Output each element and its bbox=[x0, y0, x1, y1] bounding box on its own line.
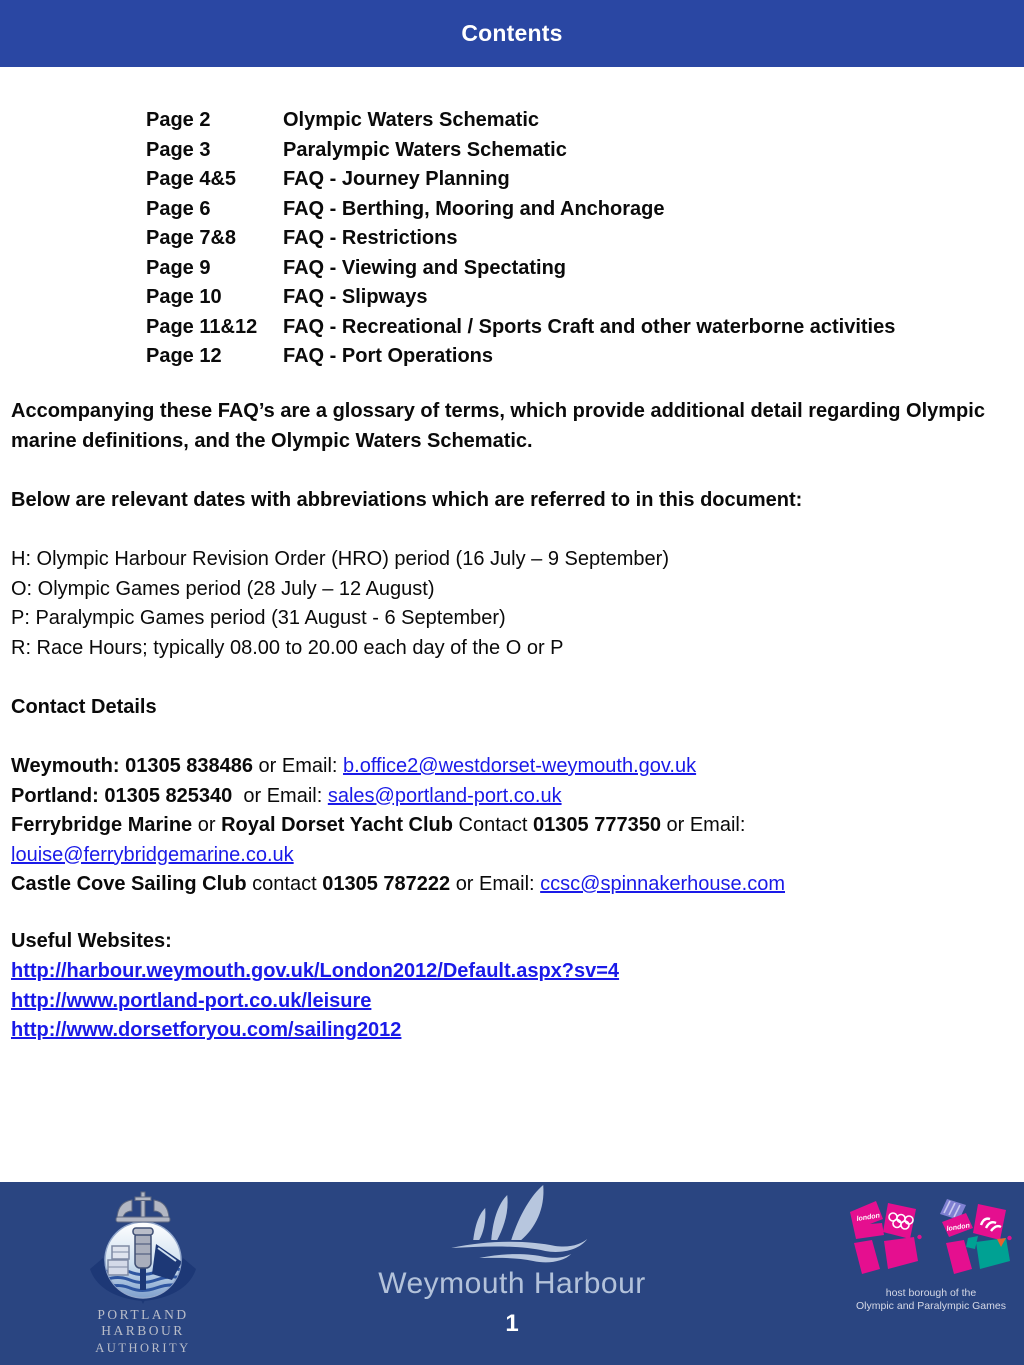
abbreviation-line: H: Olympic Harbour Revision Order (HRO) period (16 July – 9 September) bbox=[11, 548, 669, 570]
contact-text: 01305 787222 bbox=[322, 873, 456, 895]
toc-page-label: Page 2 bbox=[146, 109, 211, 132]
toc-title: FAQ - Slipways bbox=[283, 286, 428, 309]
page-title: Contents bbox=[461, 20, 563, 46]
london2012-caption bbox=[846, 1287, 1016, 1313]
contact-text: or Email: bbox=[258, 755, 344, 777]
contact-text: or Email: bbox=[455, 873, 541, 895]
london2012-caption-line2: Olympic and Paralympic Games bbox=[856, 1300, 1006, 1312]
contact-text: or Email: bbox=[237, 784, 328, 807]
useful-websites-section bbox=[11, 927, 986, 1046]
toc-title: FAQ - Port Operations bbox=[283, 345, 494, 368]
website-link-list bbox=[11, 957, 986, 1046]
pha-caption-line1: PORTLAND HARBOUR bbox=[97, 1307, 189, 1338]
abbreviation-line: O: Olympic Games period (28 July – 12 August) bbox=[11, 577, 435, 600]
dates-intro-paragraph: Below are relevant dates with abbreviations which are referred to in this document: bbox=[11, 489, 803, 511]
contact-text: Castle Cove Sailing Club bbox=[11, 873, 253, 895]
toc-row bbox=[146, 283, 895, 313]
weymouth-sails-icon bbox=[427, 1182, 597, 1266]
contact-text: Royal Dorset Yacht Club bbox=[221, 814, 459, 836]
useful-websites-heading: Useful Websites: bbox=[11, 930, 172, 952]
toc-row bbox=[146, 136, 895, 166]
toc-page-label: Page 7&8 bbox=[146, 227, 237, 250]
abbreviation-line: R: Race Hours; typically 08.00 to 20.00 each day of the O or P bbox=[11, 636, 564, 659]
page-number: 1 bbox=[505, 1310, 519, 1337]
toc-page-label: Page 11&12 bbox=[146, 315, 258, 338]
london2012-olympic-paralympic-icon bbox=[848, 1198, 1014, 1280]
toc-page-label: Page 4&5 bbox=[146, 168, 237, 191]
london-wordmark-paralympic: london bbox=[946, 1222, 971, 1233]
toc-row bbox=[146, 254, 895, 284]
toc-title: FAQ - Recreational / Sports Craft and other waterborne activities bbox=[283, 315, 896, 338]
contact-text: or Email: bbox=[666, 814, 746, 836]
website-link[interactable]: http://www.portland-port.co.uk/leisure bbox=[11, 989, 372, 1012]
weymouth-harbour-logo bbox=[378, 1182, 646, 1301]
toc-page-label: Page 12 bbox=[146, 345, 222, 368]
london2012-logos bbox=[846, 1198, 1016, 1313]
header-bar bbox=[0, 0, 1024, 67]
toc-row bbox=[146, 165, 895, 195]
toc-title: FAQ - Viewing and Spectating bbox=[283, 256, 566, 279]
toc-page-label: Page 6 bbox=[146, 197, 211, 220]
toc-title: FAQ - Journey Planning bbox=[283, 168, 510, 191]
toc-page-label: Page 3 bbox=[146, 138, 211, 161]
pha-caption-line2: AUTHORITY bbox=[95, 1341, 191, 1355]
toc-row bbox=[146, 342, 895, 372]
abbreviation-list bbox=[11, 545, 986, 663]
contact-text: Contact bbox=[458, 814, 534, 836]
contact-lines bbox=[11, 752, 986, 900]
toc-page-label: Page 9 bbox=[146, 256, 211, 279]
contact-details-heading: Contact Details bbox=[11, 696, 157, 718]
email-link-castlecove[interactable]: ccsc@spinnakerhouse.com bbox=[540, 873, 786, 895]
abbreviation-line: P: Paralympic Games period (31 August - 6 September) bbox=[11, 607, 506, 629]
contact-text: Weymouth: 01305 838486 bbox=[11, 755, 259, 777]
email-link-weymouth[interactable]: b.office2@westdorset-weymouth.gov.uk bbox=[343, 755, 697, 777]
website-link[interactable]: http://www.dorsetforyou.com/sailing2012 bbox=[11, 1019, 402, 1042]
email-link-portland[interactable]: sales@portland-port.co.uk bbox=[327, 784, 562, 807]
contact-line bbox=[11, 870, 986, 900]
toc-row bbox=[146, 224, 895, 254]
toc-title: Olympic Waters Schematic bbox=[283, 109, 540, 132]
email-link-ferrybridge[interactable]: louise@ferrybridgemarine.co.uk bbox=[11, 843, 294, 866]
toc-row bbox=[146, 313, 895, 343]
contact-text: Portland: 01305 825340 bbox=[11, 784, 238, 807]
contact-line bbox=[11, 811, 986, 870]
contact-line bbox=[11, 752, 986, 782]
london2012-caption-line1: host borough of the bbox=[885, 1287, 977, 1299]
contact-text: or bbox=[197, 814, 222, 836]
glossary-paragraph: Accompanying these FAQ’s are a glossary of terms, which provide additional detail regarding Olympic marine definitions, and the Olympic Waters Schematic. bbox=[11, 400, 985, 452]
toc-title: FAQ - Berthing, Mooring and Anchorage bbox=[283, 197, 665, 220]
london-wordmark-olympic: london bbox=[856, 1212, 881, 1223]
london2012-olympic-logo bbox=[850, 1201, 922, 1274]
footer-bar bbox=[0, 1182, 1024, 1365]
contact-text: Ferrybridge Marine bbox=[11, 814, 198, 836]
toc-page-label: Page 10 bbox=[146, 286, 222, 309]
toc-title: Paralympic Waters Schematic bbox=[283, 138, 567, 161]
website-link[interactable]: http://harbour.weymouth.gov.uk/London2012/Default.aspx?sv=4 bbox=[11, 959, 620, 982]
toc-list bbox=[146, 106, 895, 372]
pha-crest-icon bbox=[58, 1188, 228, 1304]
weymouth-wordmark: Weymouth Harbour bbox=[378, 1267, 646, 1300]
contact-line bbox=[11, 782, 986, 812]
toc-row bbox=[146, 195, 895, 225]
london2012-paralympic-logo bbox=[940, 1199, 1012, 1274]
toc-title: FAQ - Restrictions bbox=[283, 227, 458, 250]
contact-text: contact bbox=[252, 873, 323, 895]
toc-row bbox=[146, 106, 895, 136]
contact-text: 01305 777350 bbox=[533, 814, 667, 836]
